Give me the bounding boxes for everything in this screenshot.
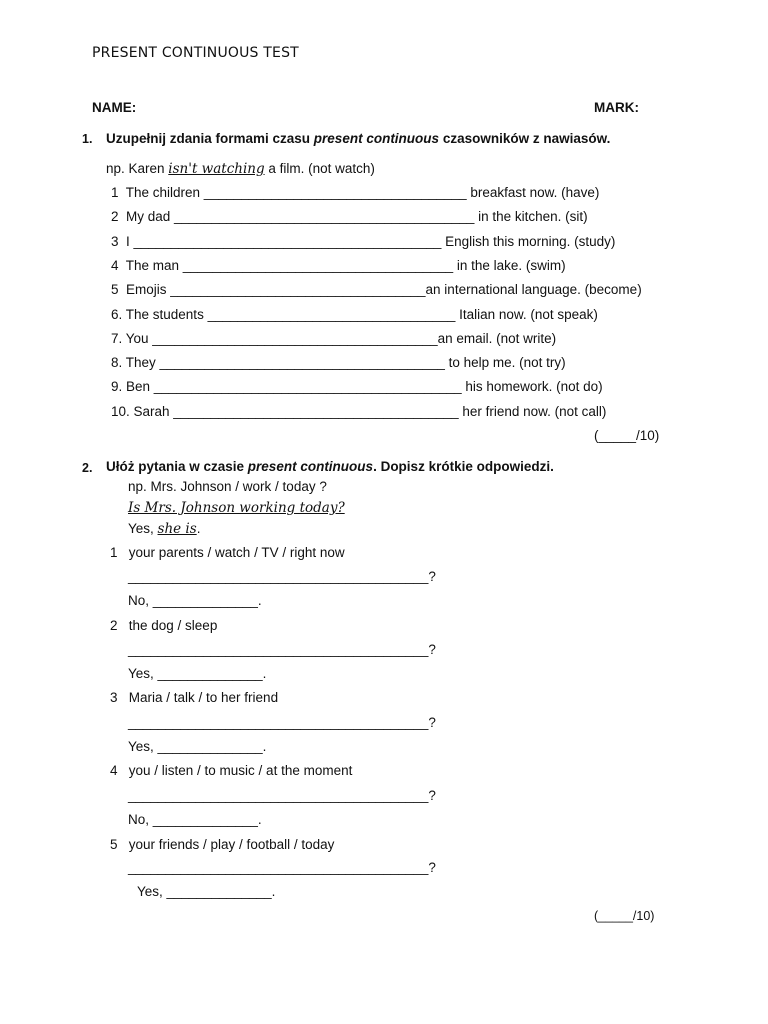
exercise2-item-prompt: 2 the dog / sleep xyxy=(110,618,218,633)
exercise2-question-line: ________________________________________? xyxy=(128,788,436,803)
exercise2-number: 2. xyxy=(82,461,93,475)
exercise2-question-line: ________________________________________? xyxy=(128,860,436,875)
exercise2-short-answer: Yes, ______________. xyxy=(128,739,267,754)
exercise2-item-prompt: 1 your parents / watch / TV / right now xyxy=(110,545,345,560)
exercise2-question-line: ________________________________________? xyxy=(128,715,436,730)
exercise2-short-answer: Yes, ______________. xyxy=(128,666,267,681)
exercise2-score: (_____/10) xyxy=(594,909,655,923)
exercise2-instruction: Ułóż pytania w czasie present continuous. Dopisz krótkie odpowiedzi. xyxy=(106,459,554,474)
page-title: PRESENT CONTINUOUS TEST xyxy=(92,45,299,61)
exercise2-short-answer: No, ______________. xyxy=(128,812,262,827)
exercise1-score: (_____/10) xyxy=(594,428,660,443)
exercise2-item-prompt: 3 Maria / talk / to her friend xyxy=(110,690,279,705)
exercise1-sentence: 4 The man ____________________________________ in the lake. (swim) xyxy=(111,258,566,273)
exercise1-sentence: 3 I _________________________________________ English this morning. (study) xyxy=(111,234,616,249)
mark-label: MARK: xyxy=(594,100,639,115)
exercise1-sentence: 8. They ______________________________________ to help me. (not try) xyxy=(111,355,566,370)
name-label: NAME: xyxy=(92,100,137,115)
exercise1-number: 1. xyxy=(82,132,93,146)
exercise1-sentence: 10. Sarah ______________________________________ her friend now. (not call) xyxy=(111,404,607,419)
exercise2-short-answer: Yes, ______________. xyxy=(137,884,276,899)
exercise1-sentence: 2 My dad ________________________________________ in the kitchen. (sit) xyxy=(111,209,588,224)
exercise1-sentence: 7. You ______________________________________an email. (not write) xyxy=(111,331,557,346)
exercise2-example-prompt: np. Mrs. Johnson / work / today ? xyxy=(128,479,327,494)
exercise1-example: np. Karen isn't watching a film. (not watch) xyxy=(106,161,375,177)
exercise2-example-answer: Yes, she is. xyxy=(128,521,201,537)
exercise2-question-line: ________________________________________? xyxy=(128,642,436,657)
exercise1-sentence: 1 The children ___________________________________ breakfast now. (have) xyxy=(111,185,600,200)
exercise2-question-line: ________________________________________? xyxy=(128,569,436,584)
exercise2-short-answer: No, ______________. xyxy=(128,593,262,608)
exercise1-sentence: 5 Emojis __________________________________an international language. (become) xyxy=(111,282,642,297)
exercise1-instruction: Uzupełnij zdania formami czasu present continuous czasowników z nawiasów. xyxy=(106,131,611,146)
exercise1-sentence: 9. Ben _________________________________________ his homework. (not do) xyxy=(111,379,603,394)
exercise2-item-prompt: 4 you / listen / to music / at the moment xyxy=(110,763,353,778)
exercise2-example-question: Is Mrs. Johnson working today? xyxy=(128,500,345,516)
exercise1-sentence: 6. The students _________________________________ Italian now. (not speak) xyxy=(111,307,598,322)
exercise2-item-prompt: 5 your friends / play / football / today xyxy=(110,837,335,852)
